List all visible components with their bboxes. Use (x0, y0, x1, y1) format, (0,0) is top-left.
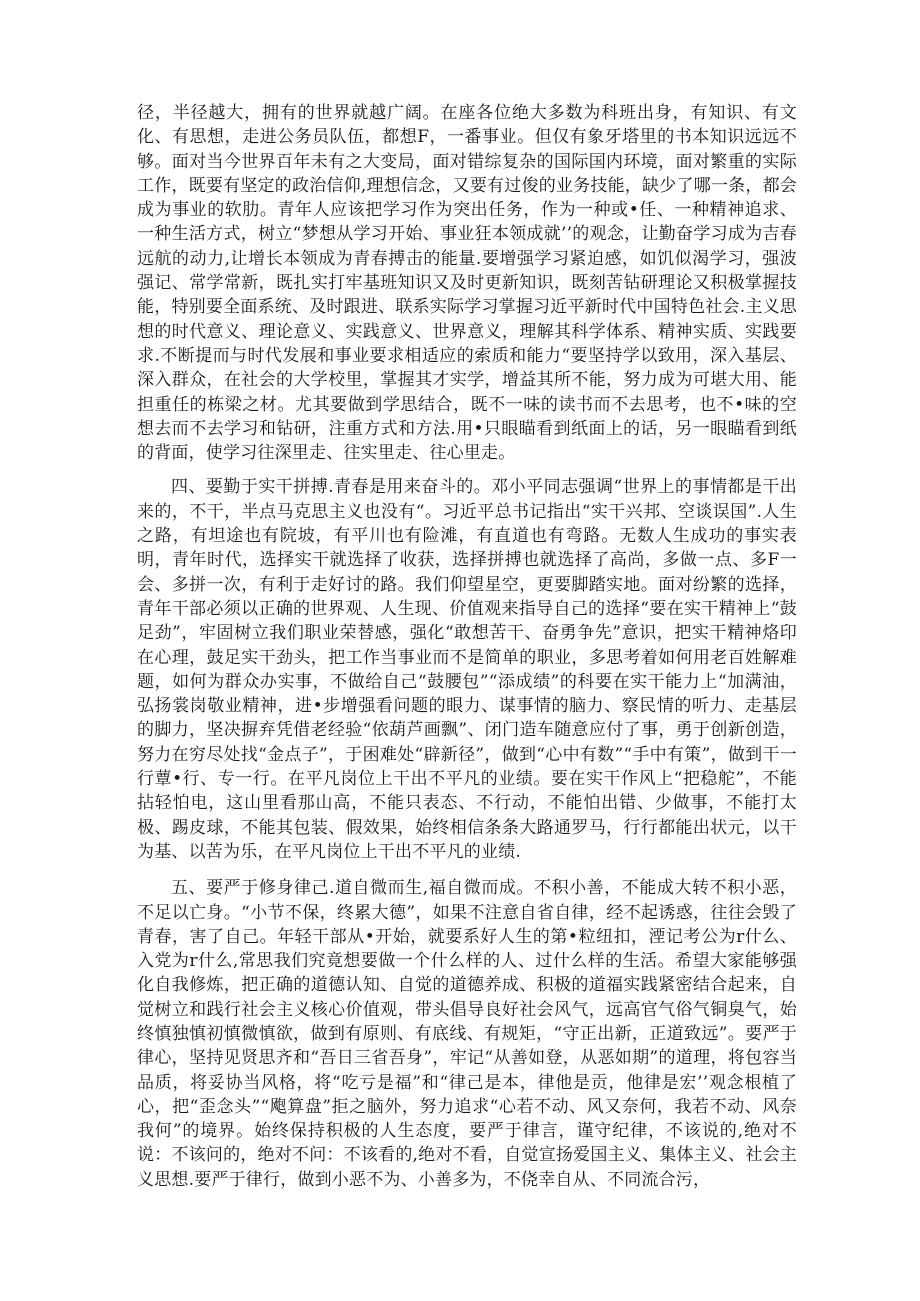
paragraph-hard-work: 四、要勤于实干拼搏.青春是用来奋斗的。邓小平同志强调“世界上的事情都是干出来的，不干，半点马克思主义也没有“。习近平总书记指出“实干兴邦、空谈误国”.人生之路，有坦途也有院坡，有平川也有险滩，有直道也有弯路。无数人生成功的事实表明，青年时代，选择实干就选择了收获，选择拼搏也就选择了高尚，多做一点、多F一会、多拼一次，有利于走好讨的路。我们仰望星空，更要脚踏实地。面对纷繁的选择，青年干部必须以正确的世界观、人生现、价值观来指导自己的选择“要在实干精神上“鼓足劲”，牢固树立我们职业荣替感，强化“敢想苦干、奋勇争先”意识，把实干精神烙印在心理，鼓足实干劲头，把工作当事业而不是简单的职业，多思考着如何用老百姓解难题，如何为群众办实事，不做给自己“鼓腰包”“添成绩”的科要在实干能力上“加满油，弘扬裳岗敬业精神，进•步增强看问题的眼力、谋事情的脑力、察民情的听力、走基层的脚力，坚决摒弃凭借老经验“依葫芦画飘”、闭门造车随意应付了事，勇于创新创造，努力在穷尽处找“金点子”，于困难处“辟新径”，做到“心中有数”“手中有策”，做到干一行蕈•行、专一行。在平凡岗位上干出不平凡的业绩。要在实干作风上“把稳舵”，不能拈轻怕电，这山里看那山高，不能只表态、不行动，不能怕出错、少做事，不能打太极、踢皮球，不能其包装、假效果，始终相信条条大路通罗马，行行都能出状元，以干为基、以苦为乐，在平凡岗位上干出不平凡的业绩. (137, 477, 797, 862)
document-body (137, 101, 797, 1192)
paragraph-study: 径，半径越大，拥有的世界就越广阔。在座各位绝大多数为科班出身，有知识、有文化、有思想，走进公务员队伍，都想F，一番事业。但仅有象牙塔里的书本知识远远不够。面对当今世界百年未有之大变局，面对错综复杂的国际国内环境，面对繁重的实际工作，既要有坚定的政治信仰,理想信念，又要有过俊的业务技能，缺少了哪一条，都会成为事业的软肋。青年人应该把学习作为突出任务，作为一种或•任、一种精神追求、一种生活方式，树立“梦想从学习开始、事业狂本领成就’’的观念，让勤奋学习成为吉春远航的动力,让增长本领成为青春搏击的能量.要增强学习紧迫感，如饥似渴学习，强波强记、常学常新，既扎实打牢基班知识又及时更新知识，既刻苦钻研理论又积极掌握技能，特别要全面系统、及时跟进、联系实际学习掌握习近平新时代中国特色社会.主义思想的时代意义、理论意义、实践意义、世界意义，理解其科学体系、精神实质、实践要求.不断提而与时代发展和事业要求相适应的索质和能力“要坚持学以致用，深入基层、深入群众，在社会的大学校里，掌握其才实学，增益其所不能，努力成为可堪大用、能担重任的栋梁之材。尤其要做到学思结合，既不一味的读书而不去思考，也不•味的空想去而不去学习和钻研，注重方式和方法.用•只眼瞄看到纸面上的话，另一眼瞄看到纸的背面，使学习往深里走、往实里走、往心里走。 (137, 103, 797, 464)
paragraph-self-discipline: 五、要严于修身律己.道自微而生,福自微而成。不积小善，不能成大转不积小恶，不足以亡身。“小节不保，终累大德”，如果不注意自省自律，经不起诱惑，往往会毁了青春，害了自己。年轻干部从•开始，就要系好人生的第•粒纽扣，湮记考公为r什么、入党为r什么,常思我们究竟想要做一个什么样的人、过什么样的生活。希望大家能够强化自我修炼，把正确的道德认知、自觉的道德养成、积极的道福实践紧密结合起来，自觉树立和践行社会主义核心价值观，带头倡导良好社会风气，远高官气俗气铜臭气，始终慎独慎初慎微慎欲，做到有原则、有底线、有规矩，“守正出新，正道致远”。要严于律心，坚持见贤思齐和“吾日三省吾身”，牢记“从善如登，从恶如期”的道理，将包容当品质，将妥协当风格，将“吃亏是福”和“律己是本，律他是贡，他律是宏’’观念根植了心，把“歪念头”“飑算盘”拒之脑外，努力追求“心若不动、风又奈何，我若不动、风奈我何”的境界。始终保持积极的人生态度，要严于律言，谨守纪律，不该说的,绝对不说：不该问的，绝对不问：不该看的,绝对不看，自觉宣扬爱国主义、集体主义、社会主义思想.要严于律行，做到小恶不为、小善多为，不侥幸自从、不同流合污， (137, 878, 797, 1190)
